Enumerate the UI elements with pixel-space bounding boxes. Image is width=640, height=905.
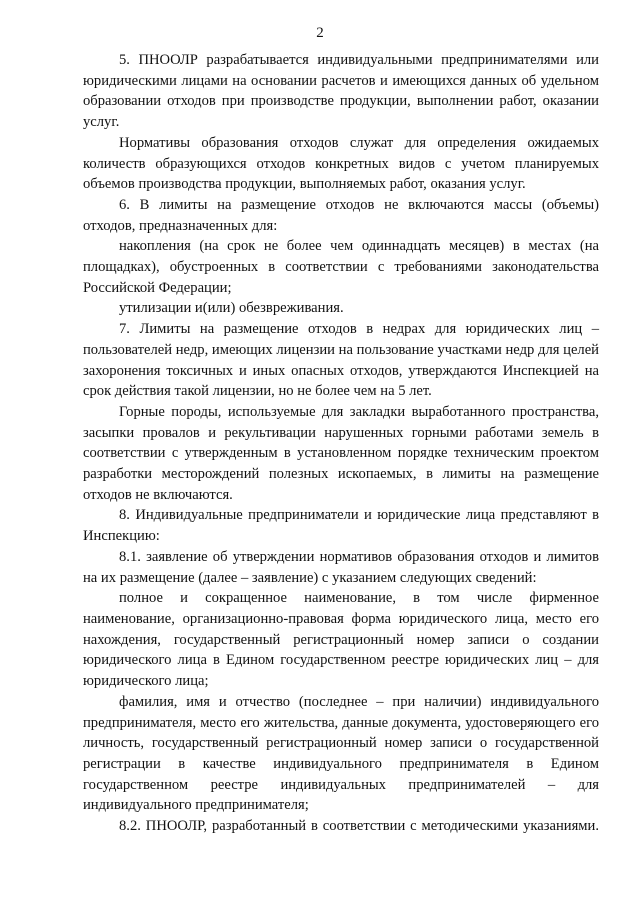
paragraph-5: 5. ПНООЛР разрабатывается индивидуальными предпринимателями или юридическими лицами на основании расчетов и имеющихся данных об удельном образовании отходов при производстве продукции, выполнении работ, оказании услуг.	[83, 52, 599, 131]
paragraph-8-1: 8.1. заявление об утверждении нормативов образования отходов и лимитов на их размещение (далее – заявление) с указанием следующих сведений:	[83, 548, 599, 586]
paragraph-waste-norms: Нормативы образования отходов служат для определения ожидаемых количеств образующихся отходов конкретных видов с учетом планируемых объемов производства продукции, выполняемых работ, оказания услуг.	[83, 134, 599, 193]
paragraph-utilization: утилизации и(или) обезвреживания.	[119, 300, 344, 317]
paragraph-accumulation: накопления (на срок не более чем одиннадцать месяцев) в местах (на площадках), обустроенных в соответствии с требованиями законодательства Российской Федерации;	[83, 238, 599, 296]
paragraph-entrepreneur: фамилия, имя и отчество (последнее – при наличии) индивидуального предпринимателя, место его жительства, данные документа, удостоверяющего его личность, государственный регистрационный номер записи о государственной регистрации в качестве индивидуального предпринимателя в Едином государственном реестре индивидуальных предпринимателей – для индивидуального предпринимателя;	[83, 693, 599, 814]
paragraph-rocks: Горные породы, используемые для закладки выработанного пространства, засыпки провалов и рекультивации нарушенных горными работами земель в соответствии с утвержденным в установленном порядке техническим проектом разработки месторождений полезных ископаемых, в лимиты на размещение отходов не включаются.	[83, 403, 599, 503]
paragraph-6: 6. В лимиты на размещение отходов не включаются массы (объемы) отходов, предназначенных для:	[83, 196, 599, 234]
page-number: 2	[316, 25, 324, 41]
document-body	[83, 50, 599, 837]
paragraph-8: 8. Индивидуальные предприниматели и юридические лица представляют в Инспекцию:	[83, 507, 599, 545]
paragraph-8-2: 8.2. ПНООЛР, разработанный в соответствии с методическими указаниями.	[119, 818, 599, 835]
paragraph-7: 7. Лимиты на размещение отходов в недрах для юридических лиц – пользователей недр, имеющих лицензии на пользование участками недр для целей захоронения токсичных и иных опасных отходов, утверждаются Инспекцией на срок действия такой лицензии, но не более чем на 5 лет.	[83, 321, 599, 400]
paragraph-legal-entity: полное и сокращенное наименование, в том числе фирменное наименование, организационно-правовая форма юридического лица, место его нахождения, государственный регистрационный номер записи о создании юридического лица в Едином государственном реестре юридических лиц – для юридического лица;	[83, 590, 599, 690]
